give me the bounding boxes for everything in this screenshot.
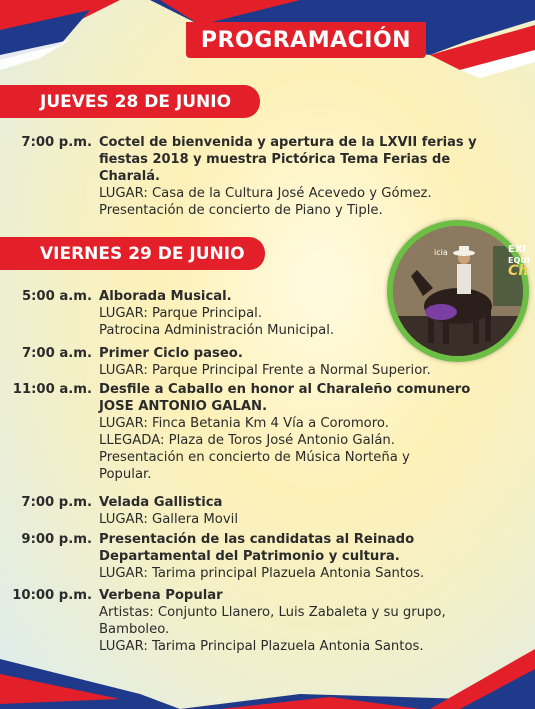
event-title-line: Desfile a Caballo en honor al Charaleño comunero [99, 382, 471, 397]
photo-text-line: Ch [508, 263, 529, 279]
event-location: LUGAR: Tarima Principal Plazuela Antonia Santos. [99, 639, 424, 654]
event-title-line: Verbena Popular [99, 588, 223, 603]
event-arrival: LLEGADA: Plaza de Toros José Antonio Galán. [99, 433, 395, 448]
event-location: LUGAR: Parque Principal Frente a Normal Superior. [99, 363, 431, 378]
event-time: 7:00 p.m. [21, 495, 92, 510]
event-artists: Bamboleo. [99, 622, 170, 637]
event-time: 11:00 a.m. [12, 382, 92, 397]
event-title-line: Velada Gallistica [99, 495, 223, 510]
event-detail: Patrocina Administración Municipal. [99, 323, 335, 338]
event-title-line: JOSE ANTONIO GALAN. [99, 399, 268, 414]
event-time: 9:00 p.m. [21, 532, 92, 547]
event-title-line: Coctel de bienvenida y apertura de la LXVII ferias y [99, 135, 477, 150]
photo-overlay-text [508, 244, 530, 277]
photo-text-line: EQUI [508, 256, 530, 265]
event-location: LUGAR: Tarima principal Plazuela Antonia Santos. [99, 566, 425, 581]
event-time: 7:00 p.m. [21, 135, 92, 150]
event-location: LUGAR: Gallera Movil [99, 512, 238, 527]
event-location: LUGAR: Finca Betania Km 4 Vía a Coromoro. [99, 416, 389, 431]
event-time: 5:00 a.m. [21, 289, 92, 304]
event-title-line: Primer Ciclo paseo. [99, 346, 243, 361]
page-title: PROGRAMACIÓN [186, 22, 426, 58]
event-time: 7:00 a.m. [21, 346, 92, 361]
event-detail: Presentación en concierto de Música Norteña y [99, 450, 410, 465]
event-title-line: fiestas 2018 y muestra Pictórica Tema Ferias de [99, 152, 451, 167]
event-location: LUGAR: Parque Principal. [99, 306, 263, 321]
event-title-line: Alborada Musical. [99, 289, 232, 304]
event-title-line: Presentación de las candidatas al Reinado [99, 532, 415, 547]
event-location: LUGAR: Casa de la Cultura José Acevedo y Gómez. [99, 186, 432, 201]
event-detail: Presentación de concierto de Piano y Tiple. [99, 203, 383, 218]
day-header-friday: VIERNES 29 DE JUNIO [0, 237, 265, 270]
day-header-thursday: JUEVES 28 DE JUNIO [0, 85, 260, 118]
event-time: 10:00 p.m. [12, 588, 92, 603]
event-artists: Artistas: Conjunto Llanero, Luis Zabaleta y su grupo, [99, 605, 446, 620]
event-detail: Popular. [99, 467, 152, 482]
photo-overlay-text-small: icia [434, 248, 448, 257]
photo-text-line: EXI [508, 244, 527, 255]
event-title-line: Departamental del Patrimonio y cultura. [99, 549, 400, 564]
event-title-line: Charalá. [99, 169, 160, 184]
